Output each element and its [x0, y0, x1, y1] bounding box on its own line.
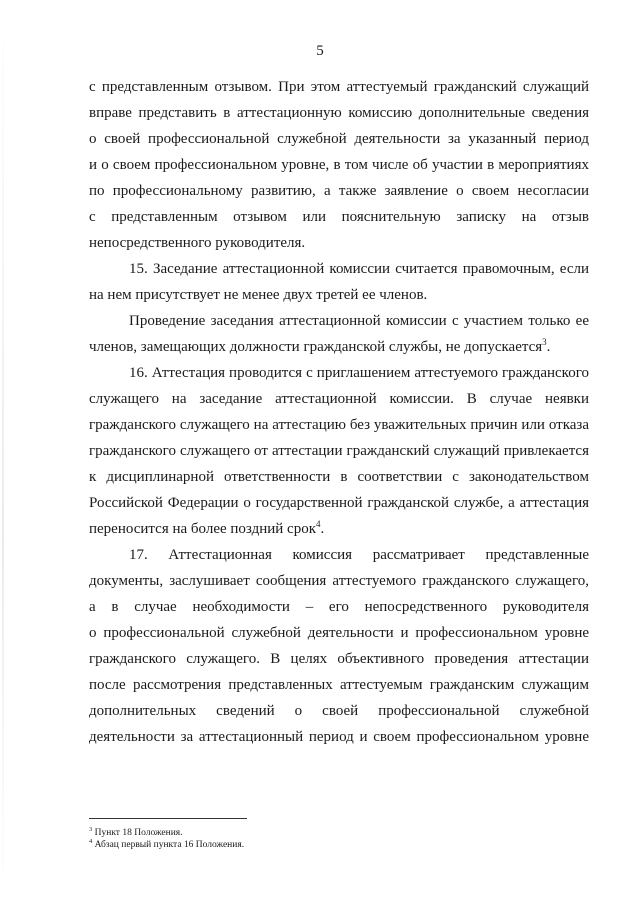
text-line: Проведение заседания аттестационной комиссии с участием только ее	[129, 313, 589, 329]
text-line: и о своем профессиональном уровне, в том числе об участии в мероприятиях	[89, 157, 589, 173]
text-line: вправе представить в аттестационную комиссию дополнительные сведения	[89, 105, 589, 121]
text-line: с представленным отзывом. При этом аттестуемый гражданский служащий	[89, 79, 589, 95]
text-line: по профессиональному развитию, а также заявление о своем несогласии	[89, 183, 589, 199]
footnote-ref-3[interactable]: 3	[542, 337, 547, 347]
footnote-text: Абзац первый пункта 16 Положения.	[92, 840, 245, 850]
text-line: документы, заслушивает сообщения аттестуемого гражданского служащего,	[89, 573, 589, 589]
text-line: после рассмотрения представленных аттестуемым гражданским служащим	[89, 677, 589, 693]
text-line: 17. Аттестационная комиссия рассматривает представленные	[129, 547, 589, 563]
text-line: к дисциплинарной ответственности в соответствии с законодательством	[89, 469, 589, 485]
footnote-3	[89, 827, 589, 839]
footnote-ref-4[interactable]: 4	[316, 519, 321, 529]
text-line: 16. Аттестация проводится с приглашением аттестуемого гражданского	[129, 365, 589, 381]
footnote-divider	[89, 818, 247, 819]
text-line: деятельности за аттестационный период и своем профессиональном уровне	[89, 729, 589, 745]
page-number: 5	[316, 43, 324, 59]
text-line	[89, 516, 589, 542]
footnotes	[89, 827, 589, 851]
text-line: гражданского служащего на аттестацию без уважительных причин или отказа	[89, 417, 589, 433]
text-line: гражданского служащего от аттестации гражданский служащий привлекается	[89, 443, 589, 459]
text-line: Российской Федерации о государственной гражданской службе, а аттестация	[89, 495, 589, 511]
text-line-content: членов, замещающих должности гражданской службы, не допускается	[89, 339, 543, 355]
text-line: гражданского служащего. В целях объективного проведения аттестации	[89, 651, 589, 667]
sentence-end: .	[546, 339, 551, 355]
text-line: служащего на заседание аттестационной комиссии. В случае неявки	[89, 391, 589, 407]
footnote-text: Пункт 18 Положения.	[92, 828, 183, 838]
scan-edge-shadow	[2, 0, 4, 904]
footnote-4	[89, 839, 589, 851]
text-line: с представленным отзывом или пояснительную записку на отзыв	[89, 209, 589, 225]
text-line: о профессиональной служебной деятельности и профессиональном уровне	[89, 625, 589, 641]
paragraph-16	[89, 360, 589, 542]
body-text	[89, 74, 589, 750]
sentence-end: .	[320, 521, 325, 537]
paragraph-17	[89, 542, 589, 750]
text-line: а в случае необходимости – его непосредственного руководителя	[89, 599, 589, 615]
footnote-mark: 3	[89, 825, 93, 833]
footnote-mark: 4	[89, 837, 93, 845]
text-line: дополнительных сведений о своей профессиональной служебной	[89, 703, 589, 719]
paragraph-quorum-restriction	[89, 308, 589, 360]
text-line: на нем присутствует не менее двух третей ее членов.	[89, 287, 428, 303]
paragraph-continuation	[89, 74, 589, 256]
text-line	[89, 334, 589, 360]
text-line: непосредственного руководителя.	[89, 235, 306, 251]
text-line: 15. Заседание аттестационной комиссии считается правомочным, если	[129, 261, 589, 277]
text-line-content: переносится на более поздний срок	[89, 521, 316, 537]
paragraph-15	[89, 256, 589, 308]
text-line: о своей профессиональной служебной деятельности за указанный период	[89, 131, 589, 147]
